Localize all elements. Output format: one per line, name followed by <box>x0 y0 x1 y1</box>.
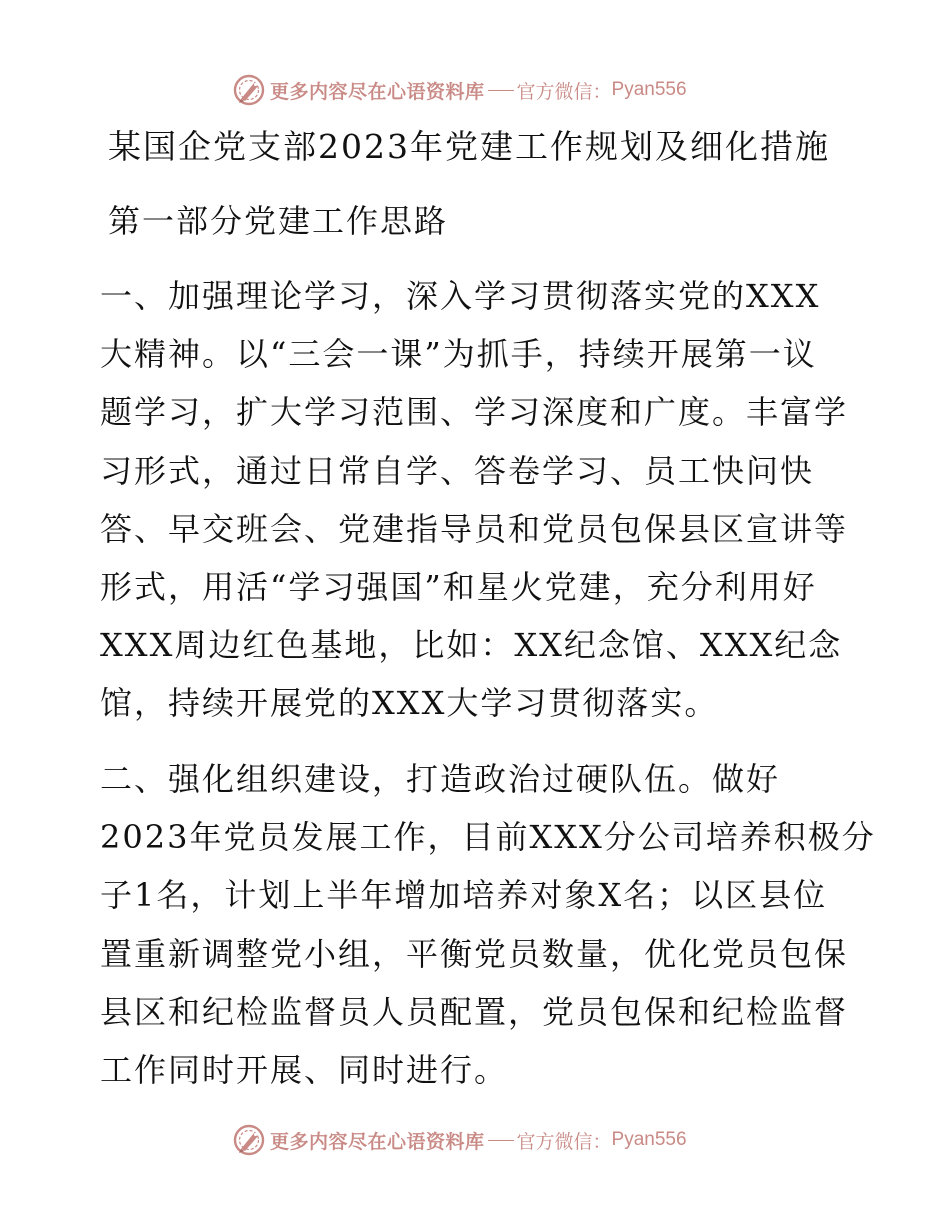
footer-watermark-banner <box>232 1122 687 1158</box>
paragraph-line: 二、强化组织建设，打造政治过硬队伍。做好 <box>100 760 781 798</box>
paragraph-line: 形式，用活“学习强国”和星火党建，充分利用好 <box>100 568 817 607</box>
paragraph-line: 馆，持续开展党的XXX大学习贯彻落实。 <box>100 684 719 723</box>
paragraph-line: 2023年党员发展工作，目前XXX分公司培养积极分 <box>100 818 876 857</box>
paragraph-organization-building <box>100 750 876 1099</box>
header-watermark-banner <box>232 72 687 108</box>
paragraph-line: 题学习，扩大学习范围、学习深度和广度。丰富学 <box>100 393 849 432</box>
paragraph-line: 工作同时开展、同时进行。 <box>100 1051 509 1090</box>
paragraph-line: 置重新调整党小组，平衡党员数量，优化党员包保 <box>100 934 849 973</box>
watermark-dash <box>488 90 514 91</box>
paragraph-line: 习形式，通过日常自学、答卷学习、员工快问快 <box>100 451 815 490</box>
watermark-wechat-id: Pyan556 <box>611 1129 687 1150</box>
paragraph-theory-study <box>100 267 860 733</box>
paragraph-line: 一、加强理论学习，深入学习贯彻落实党的XXX <box>100 277 821 315</box>
paragraph-line: 大精神。以“三会一课”为抓手，持续开展第一议 <box>100 335 817 374</box>
paragraph-line: 子1名，计划上半年增加培养对象X名；以区县位 <box>100 876 828 915</box>
pen-nib-logo-icon <box>232 1123 266 1157</box>
pen-nib-logo-icon <box>232 73 266 107</box>
watermark-sub-text: 官方微信： <box>516 1130 612 1153</box>
watermark-dash <box>488 1140 514 1141</box>
watermark-wechat-id: Pyan556 <box>611 79 687 100</box>
watermark-main-text: 更多内容尽在心语资料库 <box>270 80 485 103</box>
section-heading: 第一部分党建工作思路 <box>108 202 449 240</box>
paragraph-line: 答、早交班会、党建指导员和党员包保县区宣讲等 <box>100 509 849 548</box>
paragraph-line: 县区和纪检监督员人员配置，党员包保和纪检监督 <box>100 992 849 1031</box>
document-title: 某国企党支部2023年党建工作规划及细化措施 <box>108 127 830 166</box>
paragraph-line: XXX周边红色基地，比如：XX纪念馆、XXX纪念 <box>100 626 843 665</box>
watermark-sub-text: 官方微信： <box>516 80 612 103</box>
watermark-main-text: 更多内容尽在心语资料库 <box>270 1130 485 1153</box>
